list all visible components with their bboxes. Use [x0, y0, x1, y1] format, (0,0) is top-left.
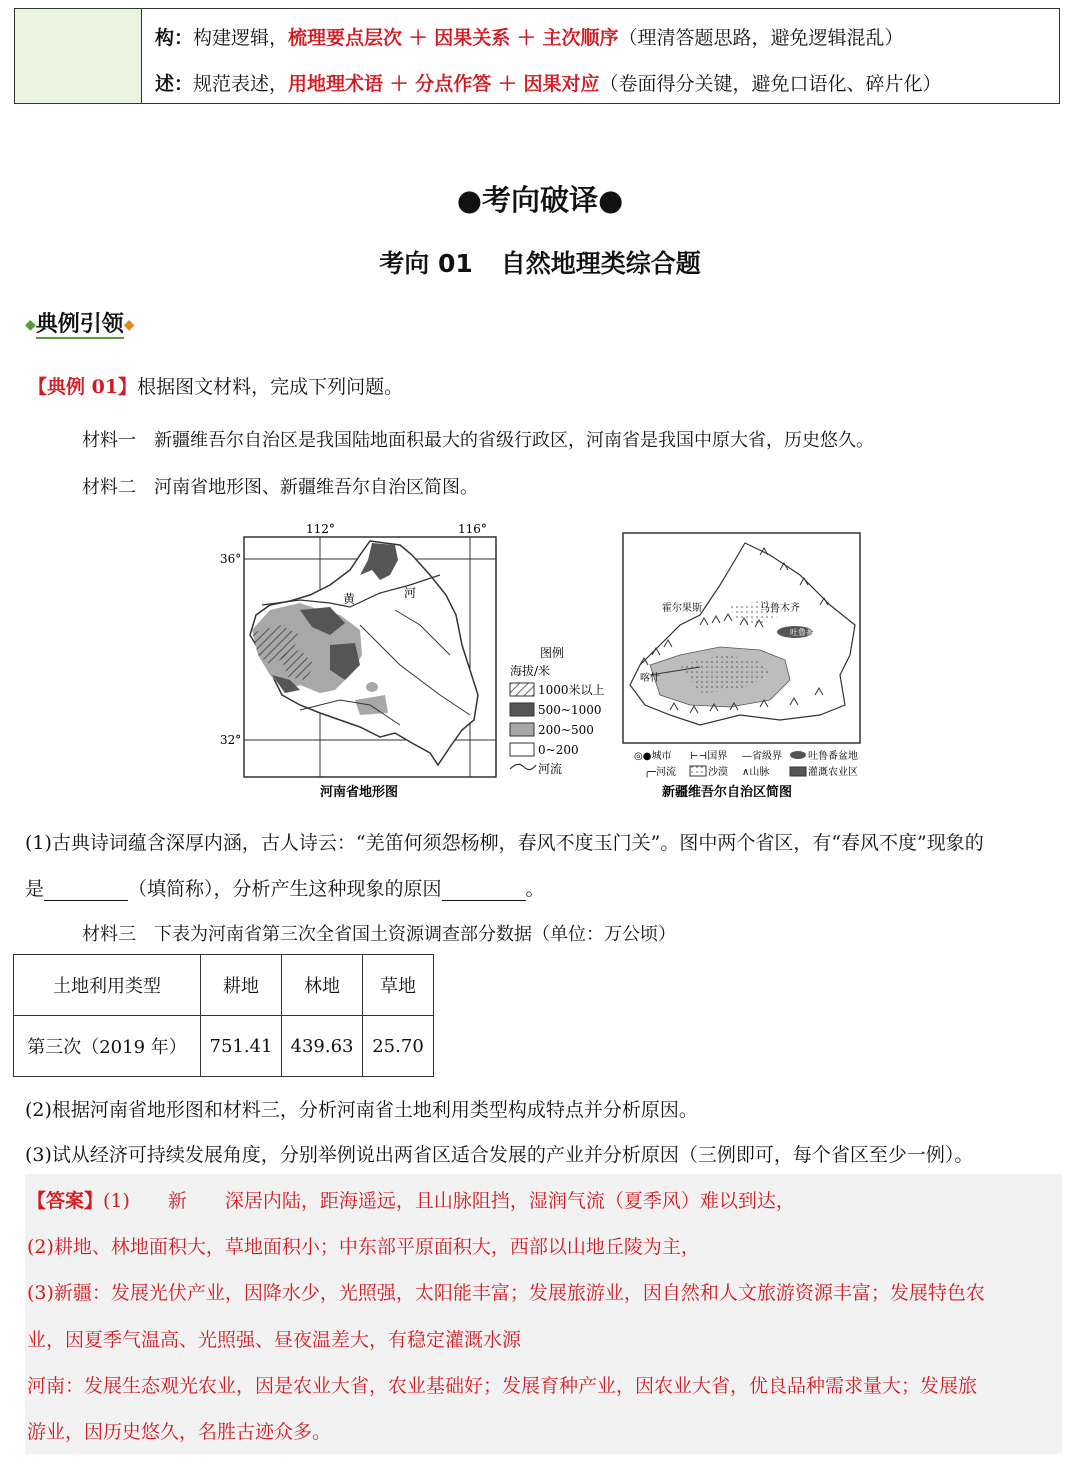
henan-map-caption: 河南省地形图 — [320, 785, 399, 800]
lat-32-label: 32° — [220, 733, 242, 747]
table-header: 土地利用类型 — [14, 955, 201, 1016]
diamond-icon: ◆ — [25, 317, 36, 333]
material-three: 材料三 下表为河南省第三次全省国土资源调查部分数据（单位：万公顷） — [82, 924, 676, 945]
example-intro: 【典例 01】根据图文材料，完成下列问题。 — [28, 376, 404, 398]
answer-line-4: 业，因夏季气温高、光照强、昼夜温差大，有稳定灌溉水源 — [27, 1329, 522, 1351]
xj-legend-irrigation: 灌溉农业区 — [808, 767, 858, 778]
method-table-label-cell — [15, 9, 142, 103]
table-cell: 751.41 — [201, 1016, 282, 1077]
henan-map — [220, 522, 605, 800]
maps-figure — [0, 515, 1080, 805]
yellow-river-label-1: 黄 — [343, 592, 356, 606]
yellow-river-label-2: 河 — [404, 586, 417, 600]
answer-line-1: 【答案】(1) 新 深居内陆，距海遥远，且山脉阻挡，湿润气流（夏季风）难以到达， — [27, 1190, 795, 1212]
question-1-line-2: 是 （填简称），分析产生这种现象的原因 。 — [25, 878, 545, 900]
table-header: 林地 — [282, 955, 363, 1016]
answer-line-5: 河南：发展生态观光农业，因是农业大省，农业基础好；发展育种产业，因农业大省，优良品种需求量大；发展旅 — [27, 1375, 978, 1397]
legend-500: 500~1000 — [538, 703, 602, 717]
section-title: ●考向破译● — [456, 183, 624, 217]
section-subtitle: 考向 01 自然地理类综合题 — [379, 249, 701, 278]
xj-legend-mountain: ∧山脉 — [742, 767, 770, 778]
legend-unit: 海拔/米 — [510, 664, 551, 678]
xj-legend-border: ⊢⊣国界 — [690, 751, 728, 762]
xj-legend-city: ◎●城市 — [634, 751, 672, 762]
answer-blank-1[interactable] — [44, 882, 128, 901]
horgos-label: 霍尔果斯 — [662, 603, 702, 614]
land-use-table — [13, 954, 434, 1077]
urumqi-label: 乌鲁木齐 — [760, 603, 800, 614]
xj-legend-desert: 沙漠 — [708, 767, 728, 778]
method-line-construct: 构：构建逻辑，梳理要点层次 ＋ 因果关系 ＋ 主次顺序（理清答题思路，避免逻辑混乱） — [155, 27, 904, 49]
diamond-icon: ◆ — [123, 317, 135, 333]
lat-36-label: 36° — [220, 552, 242, 566]
legend-0: 0~200 — [538, 743, 579, 757]
xj-legend-river: ╭─河流 — [644, 767, 677, 778]
answer-line-6: 游业，因历史悠久，名胜古迹众多。 — [27, 1421, 332, 1443]
lon-112-label: 112° — [306, 522, 335, 536]
example-heading: ◆典例引领◆ — [25, 312, 135, 337]
material-one: 材料一 新疆维吾尔自治区是我国陆地面积最大的省级行政区，河南省是我国中原大省，历史悠久。 — [82, 430, 874, 451]
answer-line-2: (2)耕地、林地面积大，草地面积小；中东部平原面积大，西部以山地丘陵为主， — [27, 1236, 700, 1258]
answer-line-3: (3)新疆：发展光伏产业，因降水少，光照强，太阳能丰富；发展旅游业，因自然和人文旅游资源丰富；发展特色农 — [27, 1282, 985, 1304]
lon-116-label: 116° — [458, 522, 487, 536]
legend-river: 河流 — [538, 762, 563, 776]
turpan-label: 吐鲁番盆地 — [790, 628, 830, 637]
question-1-line-1: (1)古典诗词蕴含深厚内涵，古人诗云：“羌笛何须怨杨柳，春风不度玉门关”。图中两个省区，有“春风不度”现象的 — [25, 832, 984, 854]
answer-blank-2[interactable] — [442, 882, 526, 901]
question-3: (3)试从经济可持续发展角度，分别举例说出两省区适合发展的产业并分析原因（三例即可，每个省区至少一例）。 — [25, 1144, 974, 1166]
answer-block — [25, 1174, 1062, 1454]
material-two: 材料二 河南省地形图、新疆维吾尔自治区简图。 — [82, 477, 478, 498]
table-header: 草地 — [363, 955, 434, 1016]
method-table — [14, 8, 1060, 104]
table-row — [14, 1016, 434, 1077]
xinjiang-map-caption: 新疆维吾尔自治区简图 — [662, 785, 793, 800]
kashgar-label: 喀什 — [640, 673, 660, 684]
question-2: (2)根据河南省地形图和材料三，分析河南省土地利用类型构成特点并分析原因。 — [25, 1099, 698, 1121]
legend-200: 200~500 — [538, 723, 594, 737]
xj-legend-provincial: —省级界 — [742, 751, 782, 762]
legend-1000: 1000米以上 — [538, 683, 605, 697]
table-header-row — [14, 955, 434, 1016]
method-line-express: 述：规范表述，用地理术语 ＋ 分点作答 ＋ 因果对应（卷面得分关键，避免口语化、碎片化） — [155, 73, 942, 95]
xinjiang-map — [623, 533, 860, 800]
legend-title: 图例 — [540, 646, 565, 660]
xj-legend-turpan: 吐鲁番盆地 — [808, 751, 858, 762]
table-cell: 25.70 — [363, 1016, 434, 1077]
maps-svg — [0, 515, 1080, 805]
table-cell: 439.63 — [282, 1016, 363, 1077]
table-header: 耕地 — [201, 955, 282, 1016]
table-cell: 第三次（2019 年） — [14, 1016, 201, 1077]
